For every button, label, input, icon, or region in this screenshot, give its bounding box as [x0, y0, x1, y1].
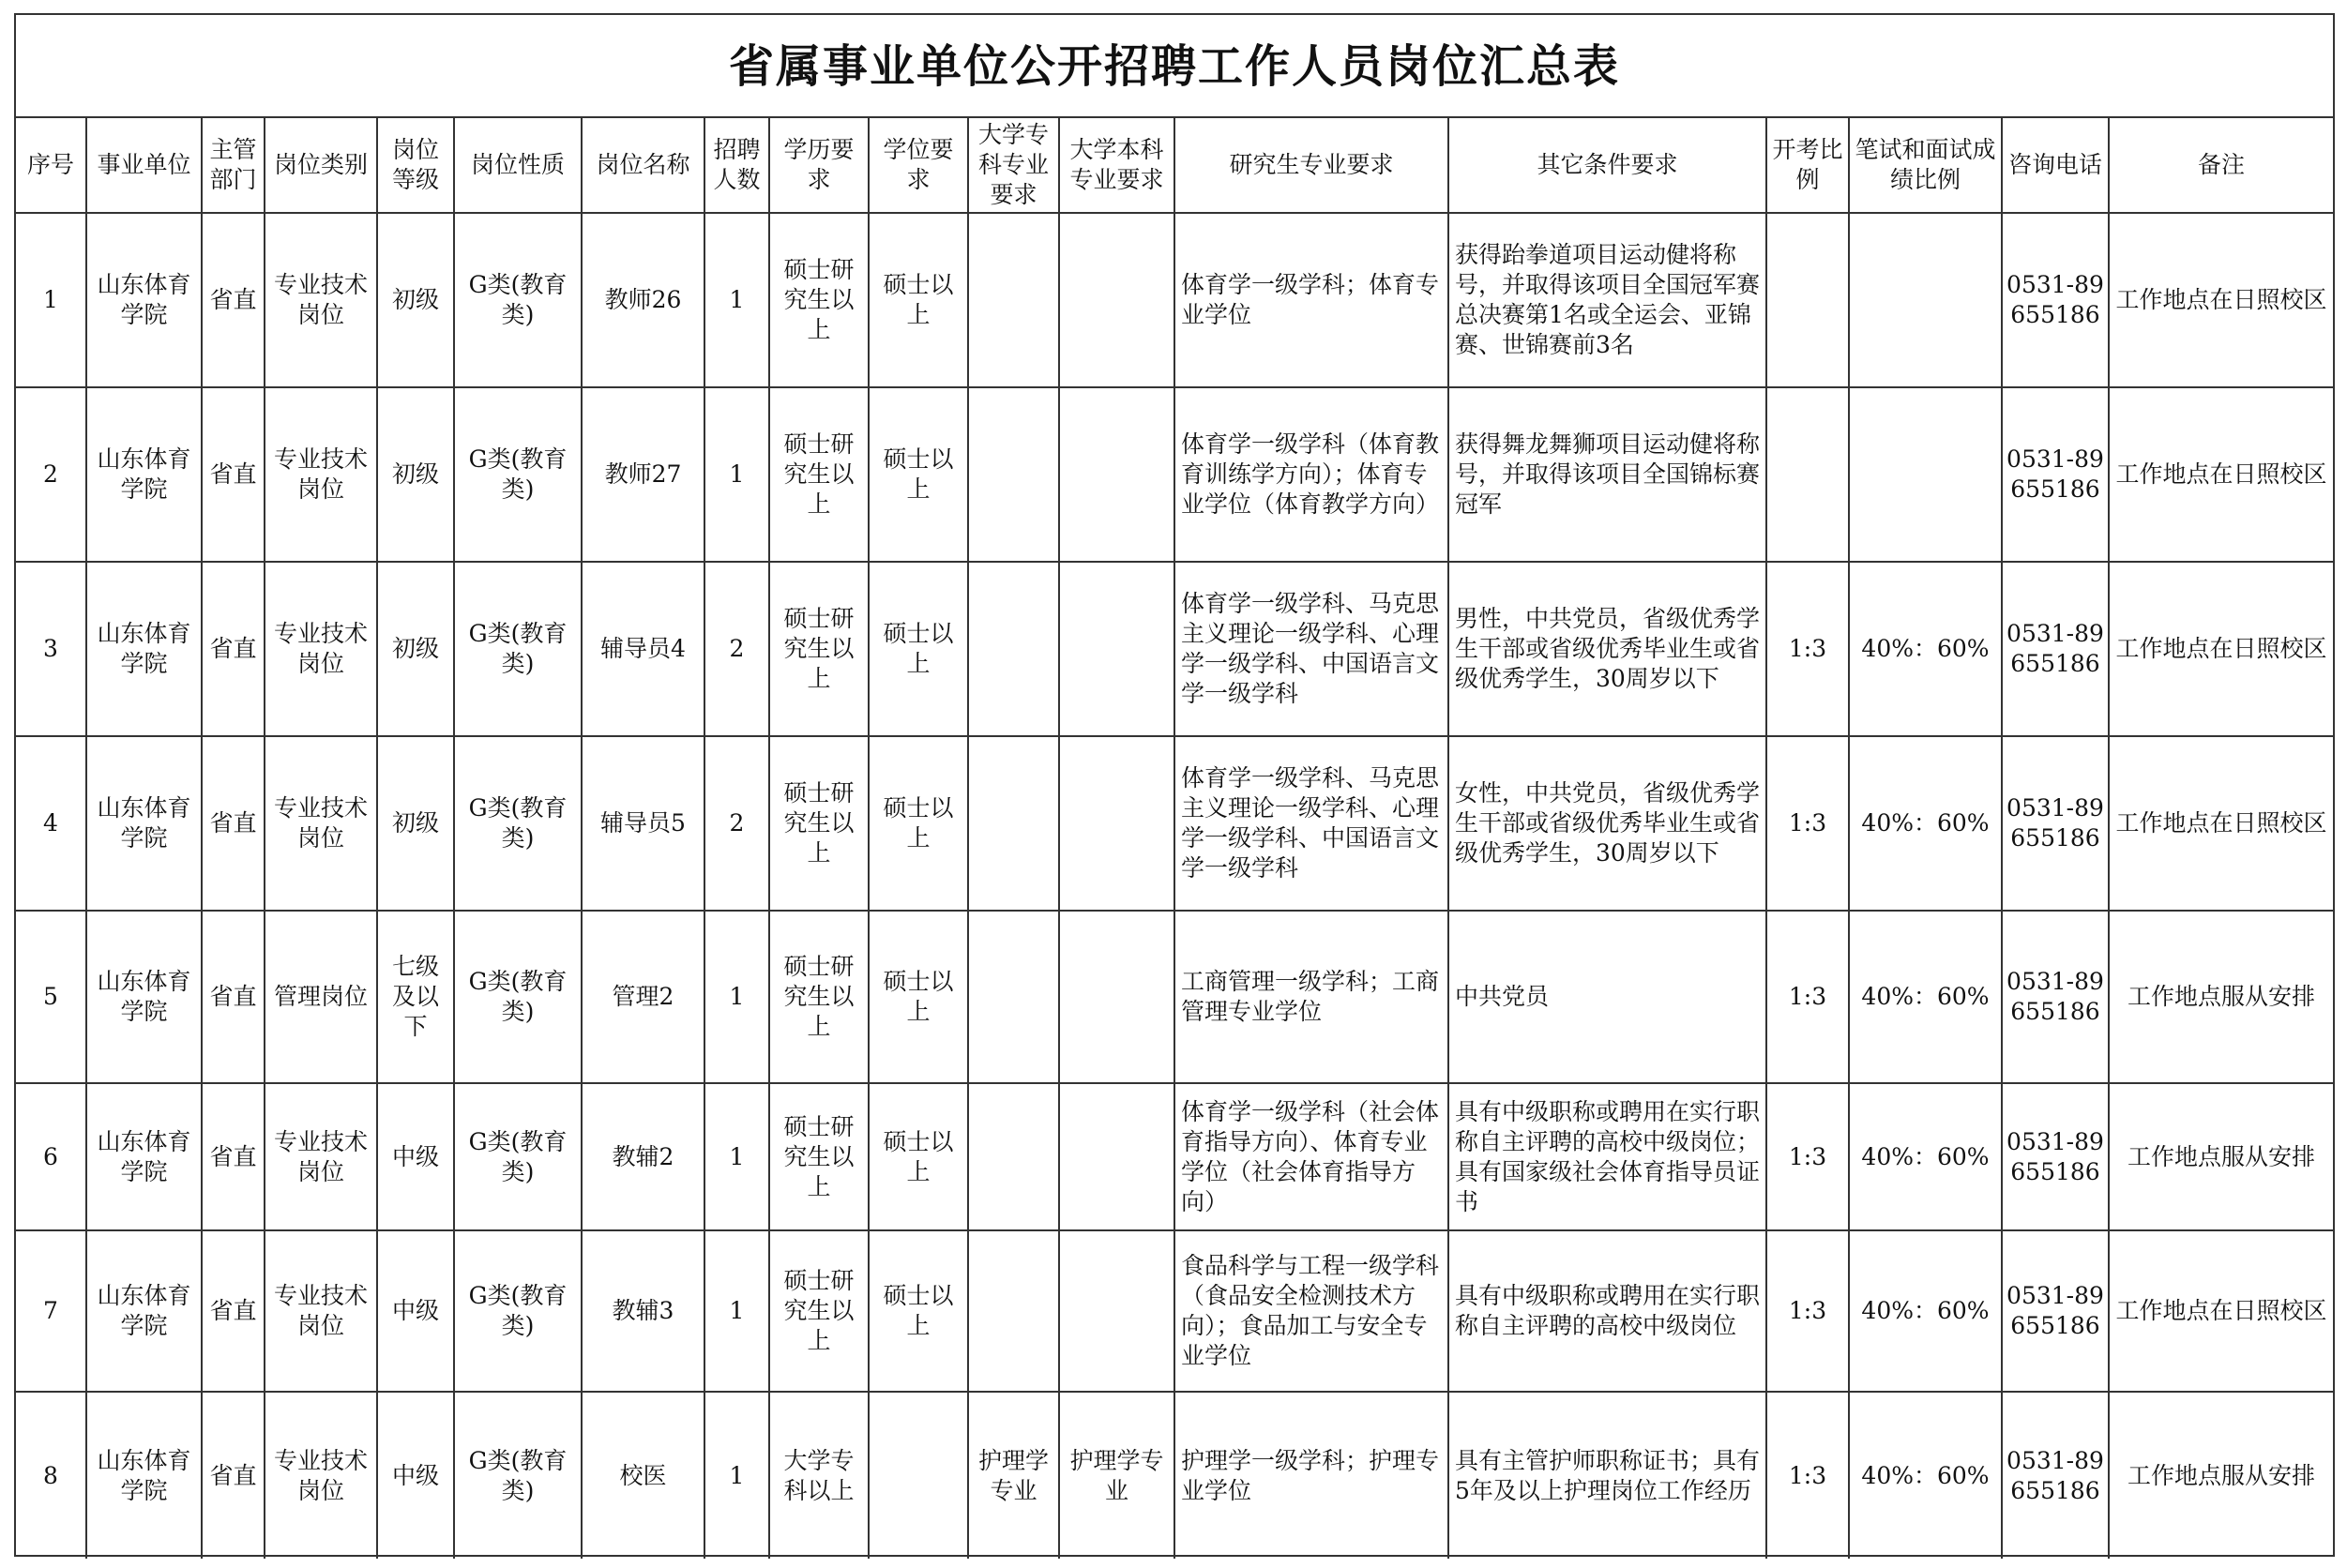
header-name: 岗位名称: [582, 118, 704, 213]
cell-college-major: [968, 213, 1059, 387]
cell-no: 6: [16, 1083, 86, 1230]
cell-level: 七级及以下: [377, 911, 454, 1083]
table-row: [16, 213, 2333, 387]
cell-grad-major: 工商管理一级学科；工商管理专业学位: [1174, 911, 1448, 1083]
cell-remark: 工作地点服从安排: [2109, 1392, 2333, 1559]
cell-unit: 山东体育学院: [86, 562, 202, 736]
cell-grad-major: 体育学一级学科、马克思主义理论一级学科、心理学一级学科、中国语言文学一级学科: [1174, 736, 1448, 911]
cell-name: 辅导员4: [582, 562, 704, 736]
cell-dept: 省直: [202, 387, 265, 562]
header-no: 序号: [16, 118, 86, 213]
cell-bachelor-major: [1059, 213, 1174, 387]
cell-edu: 硕士研究生以上: [769, 911, 869, 1083]
table-row: [16, 387, 2333, 562]
cell-other: 获得跆拳道项目运动健将称号，并取得该项目全国冠军赛总决赛第1名或全运会、亚锦赛、世锦赛前3名: [1448, 213, 1766, 387]
cell-bachelor-major: [1059, 387, 1174, 562]
cell-no: 8: [16, 1392, 86, 1559]
cell-nature: G类(教育类): [454, 562, 582, 736]
cell-grad-major: 体育学一级学科；体育专业学位: [1174, 213, 1448, 387]
cell-no: 2: [16, 387, 86, 562]
cell-other: 获得舞龙舞狮项目运动健将称号，并取得该项目全国锦标赛冠军: [1448, 387, 1766, 562]
cell-unit: 山东体育学院: [86, 1392, 202, 1559]
cell-bachelor-major: [1059, 1230, 1174, 1392]
header-unit: 事业单位: [86, 118, 202, 213]
table-row: [16, 911, 2333, 1083]
cell-count: 1: [704, 1230, 769, 1392]
cell-bachelor-major: [1059, 911, 1174, 1083]
header-count: 招聘人数: [704, 118, 769, 213]
cell-grad-major: 护理学一级学科；护理专业学位: [1174, 1392, 1448, 1559]
cell-name: 教师27: [582, 387, 704, 562]
table-row: [16, 1392, 2333, 1559]
cell-level: 中级: [377, 1392, 454, 1559]
cell-degree: 硕士以上: [869, 387, 968, 562]
cell-name: 教辅3: [582, 1230, 704, 1392]
cell-count: 2: [704, 562, 769, 736]
cell-degree: 硕士以上: [869, 911, 968, 1083]
cell-other: 具有主管护师职称证书；具有5年及以上护理岗位工作经历: [1448, 1392, 1766, 1559]
cell-unit: 山东体育学院: [86, 736, 202, 911]
cell-unit: 山东体育学院: [86, 1083, 202, 1230]
cell-unit: 山东体育学院: [86, 387, 202, 562]
cell-nature: G类(教育类): [454, 1392, 582, 1559]
cell-nature: G类(教育类): [454, 387, 582, 562]
cell-no: 3: [16, 562, 86, 736]
cell-ratio: 1:3: [1766, 736, 1849, 911]
cell-phone: 0531-89655186: [2002, 562, 2109, 736]
cell-level: 中级: [377, 1083, 454, 1230]
cell-count: 1: [704, 387, 769, 562]
header-nature: 岗位性质: [454, 118, 582, 213]
cell-phone: 0531-89655186: [2002, 736, 2109, 911]
table-row: [16, 562, 2333, 736]
header-row: [16, 118, 2333, 213]
cell-unit: 山东体育学院: [86, 911, 202, 1083]
cell-college-major: [968, 736, 1059, 911]
cell-degree: 硕士以上: [869, 1230, 968, 1392]
cell-edu: 硕士研究生以上: [769, 213, 869, 387]
cell-college-major: 护理学专业: [968, 1392, 1059, 1559]
cell-grad-major: 体育学一级学科、马克思主义理论一级学科、心理学一级学科、中国语言文学一级学科: [1174, 562, 1448, 736]
cell-count: 1: [704, 213, 769, 387]
cell-phone: 0531-89655186: [2002, 213, 2109, 387]
header-grad-major: 研究生专业要求: [1174, 118, 1448, 213]
recruitment-table: [16, 118, 2333, 1559]
cell-degree: 硕士以上: [869, 562, 968, 736]
cell-category: 专业技术岗位: [265, 736, 377, 911]
cell-unit: 山东体育学院: [86, 213, 202, 387]
cell-bachelor-major: [1059, 1083, 1174, 1230]
cell-ratio: 1:3: [1766, 1230, 1849, 1392]
cell-dept: 省直: [202, 911, 265, 1083]
cell-category: 专业技术岗位: [265, 1392, 377, 1559]
cell-count: 2: [704, 736, 769, 911]
cell-phone: 0531-89655186: [2002, 1083, 2109, 1230]
cell-edu: 硕士研究生以上: [769, 562, 869, 736]
cell-remark: 工作地点在日照校区: [2109, 387, 2333, 562]
cell-score-ratio: 40%：60%: [1849, 1392, 2002, 1559]
cell-edu: 硕士研究生以上: [769, 1083, 869, 1230]
header-category: 岗位类别: [265, 118, 377, 213]
cell-edu: 硕士研究生以上: [769, 387, 869, 562]
table-row: [16, 1230, 2333, 1392]
cell-bachelor-major: 护理学专业: [1059, 1392, 1174, 1559]
cell-score-ratio: [1849, 213, 2002, 387]
cell-no: 4: [16, 736, 86, 911]
cell-count: 1: [704, 1392, 769, 1559]
header-level: 岗位等级: [377, 118, 454, 213]
cell-score-ratio: 40%：60%: [1849, 1083, 2002, 1230]
cell-level: 初级: [377, 736, 454, 911]
cell-remark: 工作地点服从安排: [2109, 911, 2333, 1083]
header-edu: 学历要求: [769, 118, 869, 213]
cell-category: 专业技术岗位: [265, 213, 377, 387]
cell-dept: 省直: [202, 213, 265, 387]
cell-ratio: [1766, 387, 1849, 562]
cell-phone: 0531-89655186: [2002, 1230, 2109, 1392]
cell-degree: [869, 1392, 968, 1559]
cell-degree: 硕士以上: [869, 736, 968, 911]
cell-category: 专业技术岗位: [265, 1083, 377, 1230]
cell-dept: 省直: [202, 736, 265, 911]
cell-college-major: [968, 911, 1059, 1083]
cell-score-ratio: [1849, 387, 2002, 562]
cell-dept: 省直: [202, 1083, 265, 1230]
cell-grad-major: 食品科学与工程一级学科（食品安全检测技术方向）；食品加工与安全专业学位: [1174, 1230, 1448, 1392]
cell-degree: 硕士以上: [869, 213, 968, 387]
cell-phone: 0531-89655186: [2002, 387, 2109, 562]
cell-category: 专业技术岗位: [265, 1230, 377, 1392]
table-row: [16, 1083, 2333, 1230]
header-dept: 主管部门: [202, 118, 265, 213]
cell-name: 校医: [582, 1392, 704, 1559]
cell-level: 初级: [377, 562, 454, 736]
cell-category: 专业技术岗位: [265, 387, 377, 562]
cell-nature: G类(教育类): [454, 911, 582, 1083]
header-score-ratio: 笔试和面试成绩比例: [1849, 118, 2002, 213]
cell-no: 7: [16, 1230, 86, 1392]
cell-degree: 硕士以上: [869, 1083, 968, 1230]
header-bachelor-major: 大学本科专业要求: [1059, 118, 1174, 213]
cell-bachelor-major: [1059, 562, 1174, 736]
cell-edu: 硕士研究生以上: [769, 736, 869, 911]
cell-college-major: [968, 1230, 1059, 1392]
cell-no: 5: [16, 911, 86, 1083]
spreadsheet: [14, 13, 2335, 1557]
cell-no: 1: [16, 213, 86, 387]
cell-name: 教师26: [582, 213, 704, 387]
cell-grad-major: 体育学一级学科（社会体育指导方向）、体育专业学位（社会体育指导方向）: [1174, 1083, 1448, 1230]
cell-other: 具有中级职称或聘用在实行职称自主评聘的高校中级岗位: [1448, 1230, 1766, 1392]
cell-other: 男性，中共党员，省级优秀学生干部或省级优秀毕业生或省级优秀学生，30周岁以下: [1448, 562, 1766, 736]
cell-remark: 工作地点在日照校区: [2109, 213, 2333, 387]
header-remark: 备注: [2109, 118, 2333, 213]
cell-ratio: 1:3: [1766, 562, 1849, 736]
cell-remark: 工作地点在日照校区: [2109, 1230, 2333, 1392]
cell-phone: 0531-89655186: [2002, 1392, 2109, 1559]
cell-dept: 省直: [202, 562, 265, 736]
header-other: 其它条件要求: [1448, 118, 1766, 213]
cell-score-ratio: 40%：60%: [1849, 911, 2002, 1083]
cell-edu: 大学专科以上: [769, 1392, 869, 1559]
cell-count: 1: [704, 911, 769, 1083]
cell-ratio: 1:3: [1766, 1392, 1849, 1559]
cell-phone: 0531-89655186: [2002, 911, 2109, 1083]
header-phone: 咨询电话: [2002, 118, 2109, 213]
cell-college-major: [968, 562, 1059, 736]
cell-remark: 工作地点服从安排: [2109, 1083, 2333, 1230]
cell-level: 初级: [377, 387, 454, 562]
cell-ratio: 1:3: [1766, 911, 1849, 1083]
cell-other: 女性，中共党员，省级优秀学生干部或省级优秀毕业生或省级优秀学生，30周岁以下: [1448, 736, 1766, 911]
header-college-major: 大学专科专业要求: [968, 118, 1059, 213]
cell-grad-major: 体育学一级学科（体育教育训练学方向）；体育专业学位（体育教学方向）: [1174, 387, 1448, 562]
cell-score-ratio: 40%：60%: [1849, 736, 2002, 911]
cell-score-ratio: 40%：60%: [1849, 1230, 2002, 1392]
cell-count: 1: [704, 1083, 769, 1230]
cell-category: 专业技术岗位: [265, 562, 377, 736]
cell-other: 中共党员: [1448, 911, 1766, 1083]
cell-level: 中级: [377, 1230, 454, 1392]
table-title: 省属事业单位公开招聘工作人员岗位汇总表: [16, 15, 2333, 118]
cell-level: 初级: [377, 213, 454, 387]
cell-nature: G类(教育类): [454, 736, 582, 911]
cell-other: 具有中级职称或聘用在实行职称自主评聘的高校中级岗位；具有国家级社会体育指导员证书: [1448, 1083, 1766, 1230]
cell-ratio: [1766, 213, 1849, 387]
header-degree: 学位要求: [869, 118, 968, 213]
cell-name: 教辅2: [582, 1083, 704, 1230]
cell-nature: G类(教育类): [454, 1230, 582, 1392]
table-row: [16, 736, 2333, 911]
cell-dept: 省直: [202, 1230, 265, 1392]
cell-college-major: [968, 387, 1059, 562]
cell-name: 管理2: [582, 911, 704, 1083]
cell-college-major: [968, 1083, 1059, 1230]
cell-unit: 山东体育学院: [86, 1230, 202, 1392]
cell-nature: G类(教育类): [454, 213, 582, 387]
cell-nature: G类(教育类): [454, 1083, 582, 1230]
header-ratio: 开考比例: [1766, 118, 1849, 213]
cell-name: 辅导员5: [582, 736, 704, 911]
cell-bachelor-major: [1059, 736, 1174, 911]
cell-ratio: 1:3: [1766, 1083, 1849, 1230]
cell-score-ratio: 40%：60%: [1849, 562, 2002, 736]
cell-edu: 硕士研究生以上: [769, 1230, 869, 1392]
cell-remark: 工作地点在日照校区: [2109, 562, 2333, 736]
cell-remark: 工作地点在日照校区: [2109, 736, 2333, 911]
cell-dept: 省直: [202, 1392, 265, 1559]
cell-category: 管理岗位: [265, 911, 377, 1083]
